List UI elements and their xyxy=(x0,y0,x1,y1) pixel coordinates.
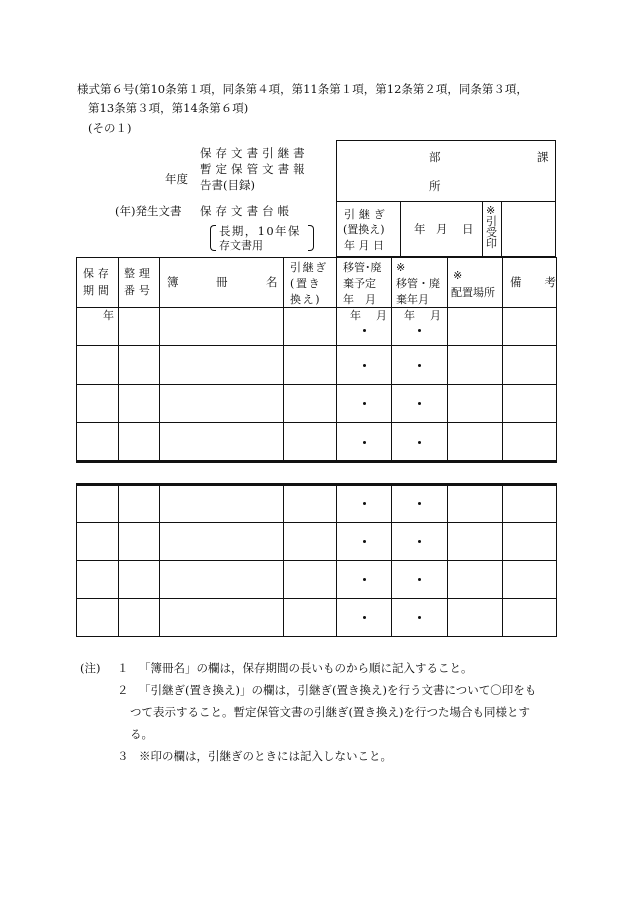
header-number-l1: 整理 xyxy=(124,267,154,280)
col-line-1 xyxy=(118,257,119,461)
header-location-mark: ※ xyxy=(453,269,463,282)
department-box xyxy=(336,140,556,202)
header-location: 配置場所 xyxy=(451,286,495,299)
ledger-title: 保存文書台帳 xyxy=(200,204,294,218)
header-actual-l2: 棄年月 xyxy=(396,293,429,306)
col-line-5 xyxy=(391,257,392,461)
header-planned-l2: 棄予定 xyxy=(343,277,376,290)
col-line-1-lower xyxy=(118,485,119,637)
handover-date-month: 月 xyxy=(436,222,448,236)
header-planned-l1: 移管･廃 xyxy=(343,261,382,274)
handover-date-year: 年 xyxy=(414,222,426,236)
col-line-4 xyxy=(336,257,337,461)
col-line-2 xyxy=(159,257,160,461)
row-line-1 xyxy=(76,345,557,346)
table-break-line-1 xyxy=(76,460,557,463)
col-line-3 xyxy=(283,257,284,461)
form-heading-line1: 様式第６号(第10条第１項，同条第４項，第11条第１項，第12条第２項，同条第３項， xyxy=(77,82,528,96)
row1-retention-year: 年 xyxy=(103,309,114,322)
note-2-line2: つて表示すること。暫定保管文書の引継ぎ(置き換え)を行つた場合も同様とす xyxy=(130,705,530,719)
row-line-5 xyxy=(76,560,557,561)
header-number-l2: 番号 xyxy=(124,284,154,297)
date-dot xyxy=(363,502,366,505)
date-dot xyxy=(363,441,366,444)
header-retention-l2: 期間 xyxy=(83,284,113,297)
col-line-6-lower xyxy=(447,485,448,637)
dept-bu: 部 xyxy=(429,150,441,164)
date-dot xyxy=(363,616,366,619)
header-retention-l1: 保存 xyxy=(83,267,113,280)
handover-label-l3: 年 月 日 xyxy=(344,239,384,252)
col-line-7-lower xyxy=(502,485,503,637)
header-planned-l3: 年 月 xyxy=(343,293,376,306)
handover-mark: ※ xyxy=(486,204,496,217)
row-line-4 xyxy=(76,522,557,523)
form-part: (その１) xyxy=(88,121,132,135)
handover-divider-2 xyxy=(482,201,483,257)
header-actual-mark: ※ xyxy=(396,261,406,274)
handover-divider-1 xyxy=(400,201,401,257)
notes-label: (注) xyxy=(80,661,101,675)
origin-label: (年)発生文書 xyxy=(115,204,182,218)
header-actual-l1: 移管・廃 xyxy=(396,277,440,290)
form-heading-line2: 第13条第３項，第14条第６項) xyxy=(88,101,249,115)
date-dot xyxy=(363,402,366,405)
date-dot xyxy=(418,578,421,581)
note-2-number: ２ xyxy=(117,683,129,697)
date-dot xyxy=(363,329,366,332)
fiscal-year-label: 年度 xyxy=(165,172,188,186)
header-handover-l1: 引継ぎ xyxy=(290,261,328,274)
header-handover-l2: (置き xyxy=(290,277,322,290)
handover-label-l1: 引継ぎ xyxy=(344,208,389,221)
row1-actual-month: 月 xyxy=(430,309,441,322)
row1-actual-year: 年 xyxy=(404,309,415,322)
note-line1: 長期，10年保 xyxy=(219,224,301,238)
title-line1: 保存文書引継書 xyxy=(200,146,309,160)
row1-planned-year: 年 xyxy=(350,309,361,322)
date-dot xyxy=(418,329,421,332)
col-line-3-lower xyxy=(283,485,284,637)
note-bracket-right xyxy=(308,225,314,251)
row-line-6 xyxy=(76,598,557,599)
handover-date-day: 日 xyxy=(462,222,474,236)
col-line-4-lower xyxy=(336,485,337,637)
date-dot xyxy=(363,578,366,581)
dept-ka: 課 xyxy=(537,150,549,164)
header-bookname-3: 名 xyxy=(266,275,278,289)
title-line2: 暫定保管文書報 xyxy=(200,162,309,176)
col-line-5-lower xyxy=(391,485,392,637)
handover-label-l2: (置換え) xyxy=(343,223,385,236)
note-3-number: ３ xyxy=(117,749,129,763)
row1-planned-month: 月 xyxy=(376,309,387,322)
note-3-line1: ※印の欄は，引継ぎのときには記入しないこと。 xyxy=(139,749,392,763)
date-dot xyxy=(363,540,366,543)
note-1-line1: 「簿冊名」の欄は，保存期間の長いものから順に記入すること。 xyxy=(139,661,473,675)
date-dot xyxy=(418,502,421,505)
date-dot xyxy=(418,364,421,367)
note-1-number: １ xyxy=(117,661,129,675)
col-line-2-lower xyxy=(159,485,160,637)
title-line3: 告書(目録) xyxy=(200,178,255,192)
col-line-6 xyxy=(447,257,448,461)
table-lower-frame xyxy=(76,485,557,637)
note-2-line3: る。 xyxy=(130,727,153,741)
row-line-2 xyxy=(76,384,557,385)
date-dot xyxy=(418,441,421,444)
receipt-seal-label: 引受印 xyxy=(486,215,497,250)
header-handover-l3: 換え) xyxy=(290,293,322,306)
header-row-bottom xyxy=(76,307,557,308)
col-line-7 xyxy=(502,257,503,461)
header-remarks: 備 考 xyxy=(510,275,556,289)
date-dot xyxy=(418,540,421,543)
header-bookname-1: 簿 xyxy=(167,275,179,289)
handover-divider-3 xyxy=(501,201,502,257)
date-dot xyxy=(418,402,421,405)
note-bracket-left xyxy=(210,225,216,251)
note-line2: 存文書用 xyxy=(219,239,263,252)
date-dot xyxy=(418,616,421,619)
date-dot xyxy=(363,364,366,367)
row-line-3 xyxy=(76,422,557,423)
header-bookname-2: 冊 xyxy=(216,275,228,289)
dept-sho: 所 xyxy=(429,179,441,193)
note-2-line1: 「引継ぎ(置き換え)」の欄は，引継ぎ(置き換え)を行う文書について〇印をも xyxy=(139,683,537,697)
